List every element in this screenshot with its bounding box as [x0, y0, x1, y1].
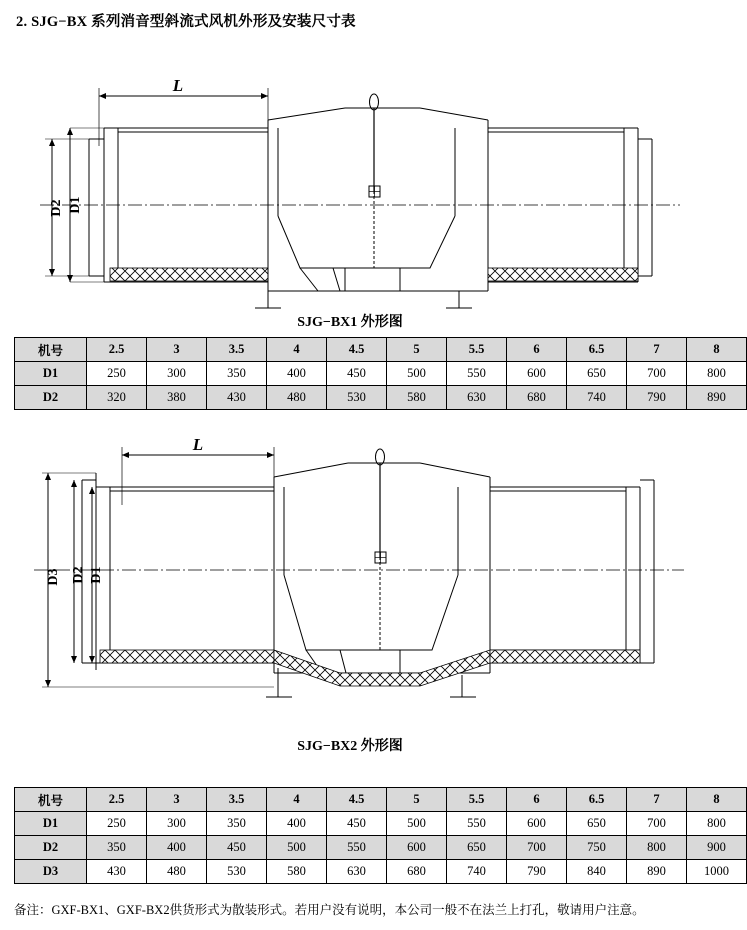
- figure2-label-D1: D1: [89, 566, 104, 584]
- table2-cell: 600: [387, 836, 447, 860]
- table2-header-cell: 2.5: [87, 788, 147, 812]
- table2-cell: 800: [627, 836, 687, 860]
- figure1-label-L: L: [172, 76, 184, 95]
- table1-cell: 400: [267, 362, 327, 386]
- table2-cell: 450: [207, 836, 267, 860]
- table2-header-cell: 3.5: [207, 788, 267, 812]
- table1-header-cell: 5: [387, 338, 447, 362]
- table2-header-cell: 5.5: [447, 788, 507, 812]
- table2-cell: 350: [207, 812, 267, 836]
- table1-cell: 680: [507, 386, 567, 410]
- table1-header-cell: 7: [627, 338, 687, 362]
- table2-cell: 500: [387, 812, 447, 836]
- table1-header-cell: 3: [147, 338, 207, 362]
- table1-header-cell: 4.5: [327, 338, 387, 362]
- table1-cell: 300: [147, 362, 207, 386]
- table2-cell: 890: [627, 860, 687, 884]
- table2-cell: 400: [147, 836, 207, 860]
- table1-header-cell: 4: [267, 338, 327, 362]
- table2-cell: 740: [447, 860, 507, 884]
- table1-row-label: D2: [15, 386, 87, 410]
- table1-cell: 550: [447, 362, 507, 386]
- table2-header-cell: 4: [267, 788, 327, 812]
- table2-header-cell: 机号: [15, 788, 87, 812]
- table2-cell: 250: [87, 812, 147, 836]
- table1-header-cell: 2.5: [87, 338, 147, 362]
- table1-cell: 790: [627, 386, 687, 410]
- table-row: [15, 812, 747, 836]
- table1-header-cell: 3.5: [207, 338, 267, 362]
- table1-cell: 630: [447, 386, 507, 410]
- table1-cell: 890: [687, 386, 747, 410]
- table1-cell: 700: [627, 362, 687, 386]
- table1-cell: 480: [267, 386, 327, 410]
- table1-cell: 530: [327, 386, 387, 410]
- table1-cell: 740: [567, 386, 627, 410]
- table2-header-cell: 7: [627, 788, 687, 812]
- table-row-header: [15, 338, 747, 362]
- table2-cell: 650: [567, 812, 627, 836]
- table2-header-cell: 6: [507, 788, 567, 812]
- table1-cell: 250: [87, 362, 147, 386]
- table2-cell: 790: [507, 860, 567, 884]
- table2-cell: 300: [147, 812, 207, 836]
- table2-cell: 480: [147, 860, 207, 884]
- figure2-label-D2: D2: [71, 566, 86, 584]
- table-row: [15, 836, 747, 860]
- table1-header-cell: 5.5: [447, 338, 507, 362]
- table1-cell: 320: [87, 386, 147, 410]
- table2-cell: 550: [447, 812, 507, 836]
- table2-cell: 650: [447, 836, 507, 860]
- figure-sjg-bx2: [0, 425, 700, 725]
- table2-cell: 600: [507, 812, 567, 836]
- table2-cell: 550: [327, 836, 387, 860]
- table2-cell: 450: [327, 812, 387, 836]
- table1-row-label: D1: [15, 362, 87, 386]
- figure-sjg-bx1: [0, 36, 700, 306]
- footer-note: 备注：GXF-BX1、GXF-BX2供货形式为散装形式。若用户没有说明，本公司一般不在法兰上打孔，敬请用户注意。: [14, 903, 645, 917]
- table2-cell: 430: [87, 860, 147, 884]
- table2-cell: 630: [327, 860, 387, 884]
- table1-header-cell: 机号: [15, 338, 87, 362]
- table2-cell: 500: [267, 836, 327, 860]
- table2-row-label: D1: [15, 812, 87, 836]
- table2-cell: 580: [267, 860, 327, 884]
- table-row: [15, 860, 747, 884]
- table1-cell: 450: [327, 362, 387, 386]
- table2-cell: 400: [267, 812, 327, 836]
- table2-cell: 680: [387, 860, 447, 884]
- table2-cell: 350: [87, 836, 147, 860]
- figure2-caption: SJG−BX2 外形图: [297, 739, 403, 754]
- table2-header-cell: 5: [387, 788, 447, 812]
- table2-row-label: D2: [15, 836, 87, 860]
- table2-header-cell: 3: [147, 788, 207, 812]
- table2-cell: 800: [687, 812, 747, 836]
- table1-header-cell: 6.5: [567, 338, 627, 362]
- table-row-header: [15, 788, 747, 812]
- table1-cell: 650: [567, 362, 627, 386]
- table2-cell: 530: [207, 860, 267, 884]
- figure1-label-D1: D1: [68, 196, 83, 214]
- table2-cell: 750: [567, 836, 627, 860]
- table2-cell: 840: [567, 860, 627, 884]
- table1-cell: 500: [387, 362, 447, 386]
- table-row: [15, 386, 747, 410]
- table2-cell: 700: [507, 836, 567, 860]
- table1-cell: 350: [207, 362, 267, 386]
- table2-cell: 700: [627, 812, 687, 836]
- table-sjg-bx1-dimensions: [14, 337, 747, 410]
- page-title: 2. SJG−BX 系列消音型斜流式风机外形及安装尺寸表: [16, 14, 356, 30]
- table1-cell: 600: [507, 362, 567, 386]
- table1-cell: 380: [147, 386, 207, 410]
- table2-cell: 1000: [687, 860, 747, 884]
- table2-row-label: D3: [15, 860, 87, 884]
- table2-cell: 900: [687, 836, 747, 860]
- table1-cell: 800: [687, 362, 747, 386]
- table1-cell: 580: [387, 386, 447, 410]
- table-sjg-bx2-dimensions: [14, 787, 747, 884]
- table-row: [15, 362, 747, 386]
- figure2-label-D3: D3: [46, 568, 61, 586]
- table1-header-cell: 8: [687, 338, 747, 362]
- figure2-label-L: L: [192, 435, 204, 454]
- figure1-caption: SJG−BX1 外形图: [297, 315, 403, 330]
- table2-header-cell: 4.5: [327, 788, 387, 812]
- table2-header-cell: 6.5: [567, 788, 627, 812]
- figure1-label-D2: D2: [49, 199, 64, 217]
- table1-header-cell: 6: [507, 338, 567, 362]
- table1-cell: 430: [207, 386, 267, 410]
- table2-header-cell: 8: [687, 788, 747, 812]
